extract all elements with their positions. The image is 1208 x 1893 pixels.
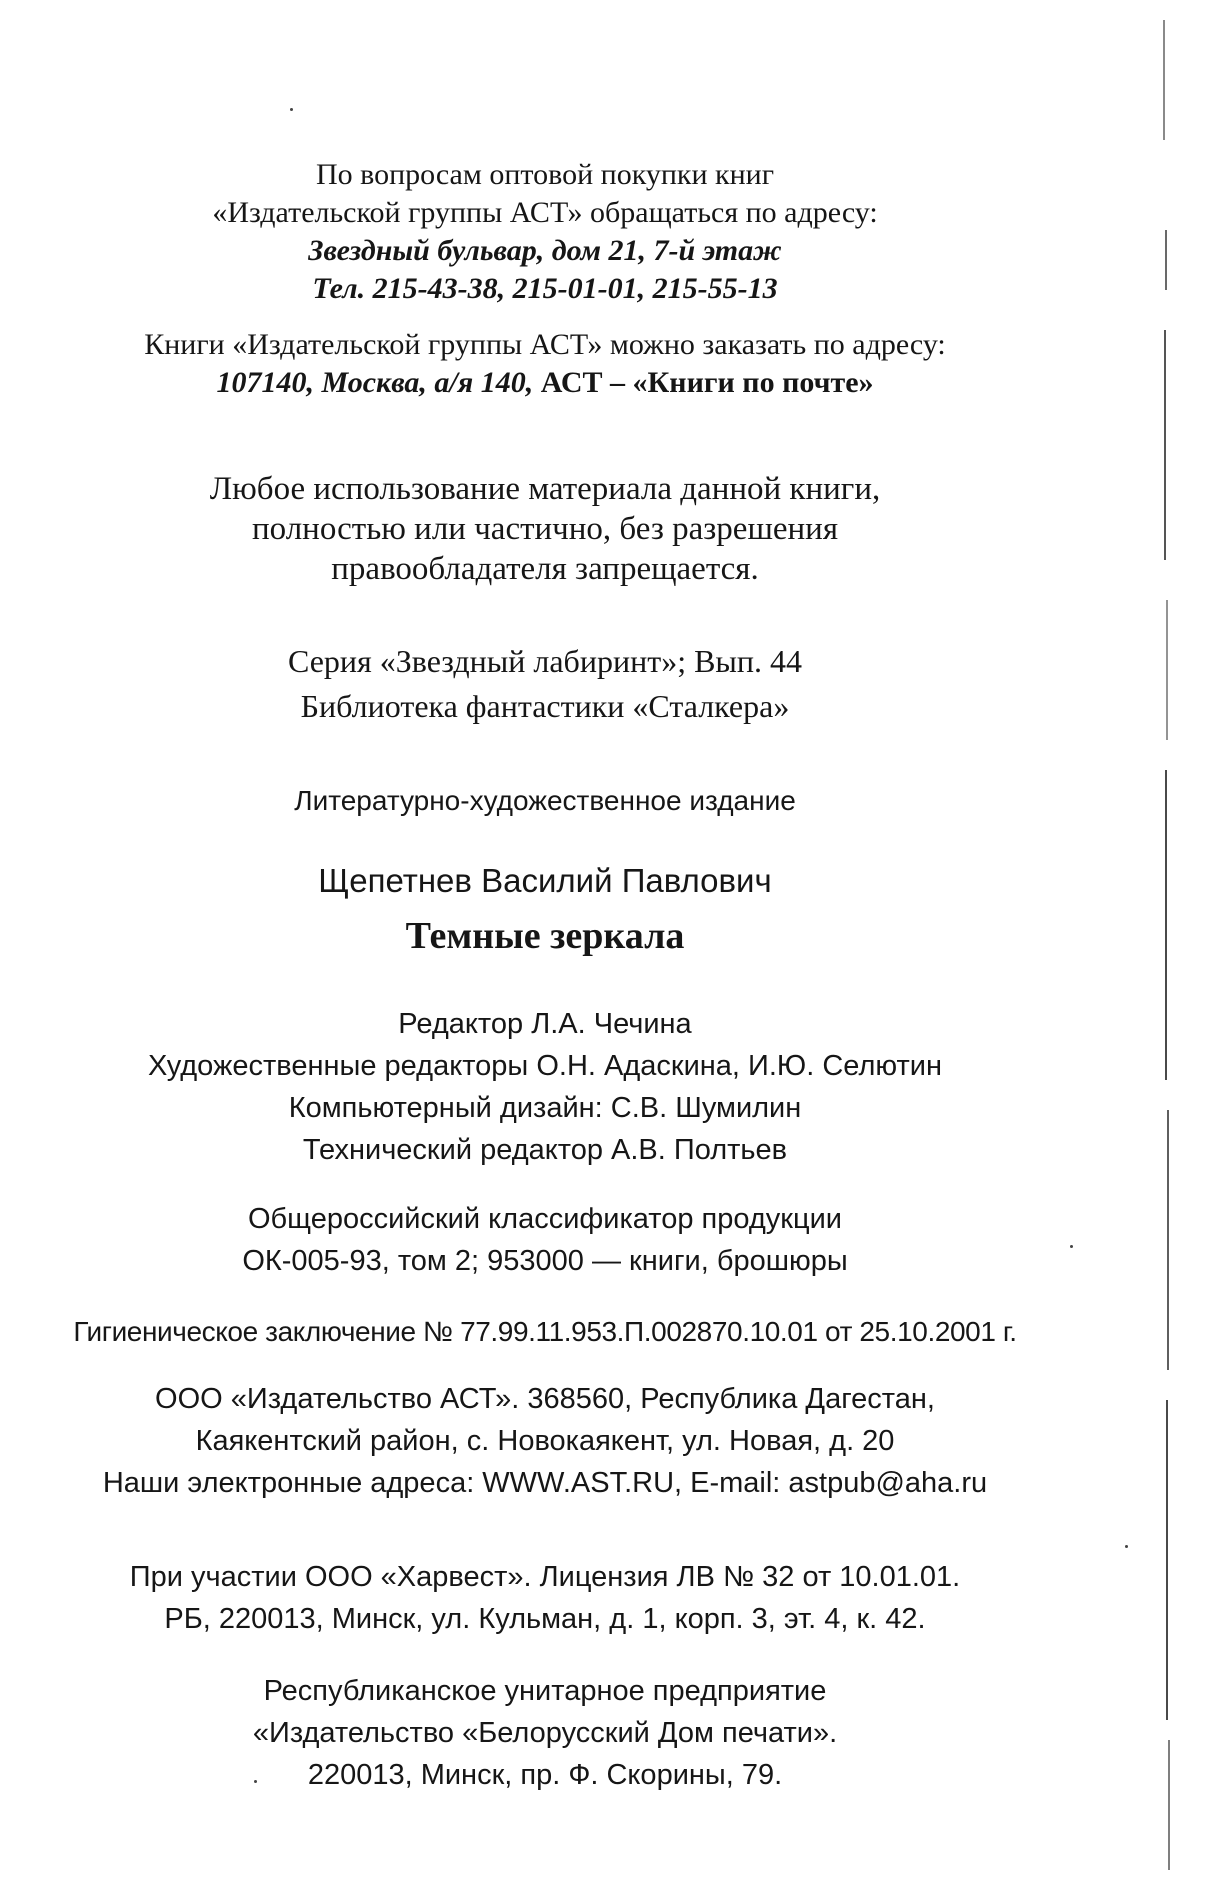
author-name: Щепетнев Василий Павлович bbox=[318, 862, 772, 899]
credit-art-editors: Художественные редакторы О.Н. Адаскина, И.Ю. Селютин bbox=[147, 1050, 942, 1082]
publisher-line-2: Каякентский район, с. Новокаякент, ул. Новая, д. 20 bbox=[195, 1425, 895, 1457]
classifier-line-2: ОК-005-93, том 2; 953000 — книги, брошюры bbox=[242, 1245, 848, 1277]
order-address-italic: 107140, Москва, а/я 140, bbox=[216, 366, 534, 399]
printer-line-1: Республиканское унитарное предприятие bbox=[263, 1675, 827, 1707]
credit-tech-editor: Технический редактор А.В. Полтьев bbox=[302, 1134, 788, 1166]
printer-line-3: 220013, Минск, пр. Ф. Скорины, 79. bbox=[307, 1759, 783, 1791]
copyright-line-1: Любое использование материала данной книги, bbox=[209, 471, 881, 507]
scan-edge-segment bbox=[1163, 20, 1165, 140]
book-title: Темные зеркала bbox=[405, 915, 685, 957]
scan-edge-segment bbox=[1168, 1740, 1170, 1870]
scan-edge-segment bbox=[1164, 330, 1166, 560]
scan-speck bbox=[254, 1780, 257, 1783]
wholesale-address: Звездный бульвар, дом 21, 7-й этаж bbox=[308, 234, 782, 267]
series-line-2: Библиотека фантастики «Сталкера» bbox=[300, 688, 790, 724]
hygiene-certificate: Гигиеническое заключение № 77.99.11.953.П.002870.10.01 от 25.10.2001 г. bbox=[73, 1316, 1017, 1347]
scan-speck bbox=[1070, 1245, 1073, 1248]
wholesale-phones: Тел. 215-43-38, 215-01-01, 215-55-13 bbox=[312, 272, 778, 305]
copyright-line-2: полностью или частично, без разрешения bbox=[251, 511, 839, 547]
scan-edge-segment bbox=[1165, 230, 1167, 290]
credit-editor: Редактор Л.А. Чечина bbox=[398, 1008, 692, 1040]
classifier-line-1: Общероссийский классификатор продукции bbox=[248, 1203, 842, 1235]
order-line-1: Книги «Издательской группы АСТ» можно заказать по адресу: bbox=[144, 328, 946, 361]
credit-design: Компьютерный дизайн: С.В. Шумилин bbox=[288, 1092, 802, 1124]
partner-line-1: При участии ООО «Харвест». Лицензия ЛВ № 32 от 10.01.01. bbox=[129, 1561, 961, 1593]
series-line-1: Серия «Звездный лабиринт»; Вып. 44 bbox=[287, 643, 803, 679]
scan-edge-segment bbox=[1167, 1110, 1169, 1370]
scan-edge-segment bbox=[1165, 770, 1167, 1080]
wholesale-line-1: По вопросам оптовой покупки книг bbox=[315, 158, 775, 191]
order-address-bold: АСТ – «Книги по почте» bbox=[540, 366, 874, 399]
edition-type: Литературно-художественное издание bbox=[294, 785, 796, 816]
publisher-line-1: ООО «Издательство АСТ». 368560, Республика Дагестан, bbox=[155, 1383, 935, 1415]
printer-line-2: «Издательство «Белорусский Дом печати». bbox=[252, 1717, 838, 1749]
partner-line-2: РБ, 220013, Минск, ул. Кульман, д. 1, корп. 3, эт. 4, к. 42. bbox=[164, 1603, 926, 1635]
scan-edge-segment bbox=[1166, 1400, 1168, 1720]
wholesale-line-2: «Издательской группы АСТ» обращаться по адресу: bbox=[212, 196, 878, 229]
scan-edge-segment bbox=[1166, 600, 1168, 740]
order-address bbox=[0, 368, 1090, 398]
scan-speck bbox=[290, 108, 293, 111]
copyright-line-3: правообладателя запрещается. bbox=[331, 551, 759, 587]
publisher-emails: Наши электронные адреса: WWW.AST.RU, E-mail: astpub@aha.ru bbox=[102, 1467, 988, 1499]
scan-speck bbox=[1125, 1545, 1128, 1548]
